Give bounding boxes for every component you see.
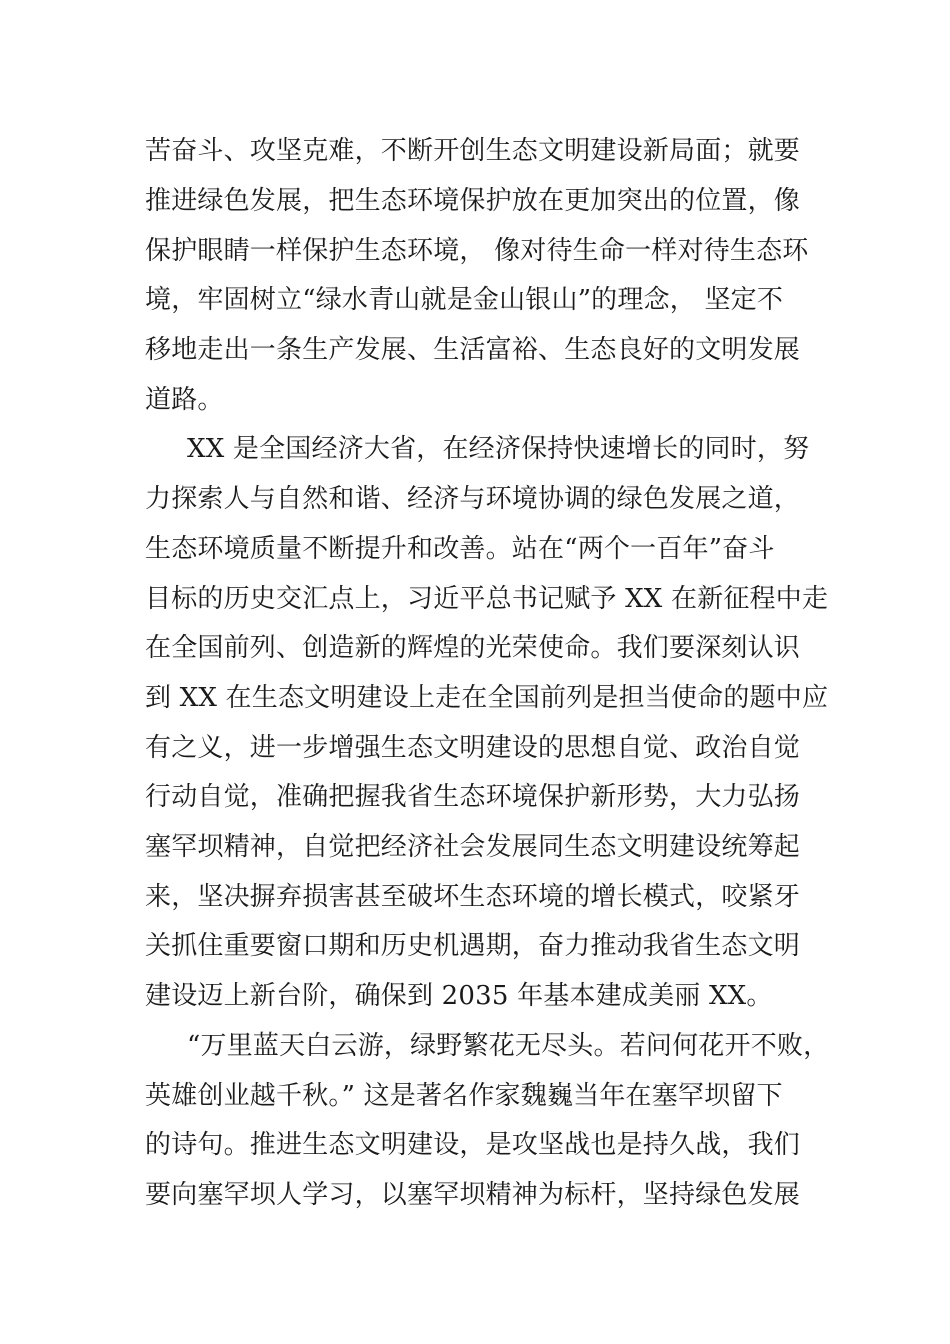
text-line: 保护眼睛一样保护生态环境， 像对待生命一样对待生态环 (145, 236, 809, 266)
text-line: 建设迈上新台阶，确保到 2035 年基本建成美丽 XX。 (145, 981, 773, 1011)
text-line: 塞罕坝精神，自觉把经济社会发展同生态文明建设统筹起 (145, 832, 801, 862)
text-line: XX 是全国经济大省，在经济保持快速增长的同时，努 (187, 434, 810, 464)
text-line: 英雄创业越千秋。” 这是著名作家魏巍当年在塞罕坝留下 (145, 1081, 783, 1111)
text-line: 移地走出一条生产发展、生活富裕、生态良好的文明发展 (145, 335, 801, 365)
text-line: 目标的历史交汇点上，习近平总书记赋予 XX 在新征程中走 (145, 584, 829, 614)
text-line: “万里蓝天白云游，绿野繁花无尽头。若问何花开不败， (187, 1031, 830, 1061)
text-line: 力探索人与自然和谐、经济与环境协调的绿色发展之道， (145, 484, 801, 514)
text-line: 的诗句。推进生态文明建设，是攻坚战也是持久战，我们 (145, 1130, 801, 1160)
text-line: 道路。 (145, 385, 224, 415)
text-line: 行动自觉，准确把握我省生态环境保护新形势，大力弘扬 (145, 782, 801, 812)
text-line: 来，坚决摒弃损害甚至破坏生态环境的增长模式，咬紧牙 (145, 882, 801, 912)
text-line: 生态环境质量不断提升和改善。站在“两个一百年”奋斗 (145, 534, 775, 564)
text-line: 有之义，进一步增强生态文明建设的思想自觉、政治自觉 (145, 733, 801, 763)
text-line: 要向塞罕坝人学习，以塞罕坝精神为标杆，坚持绿色发展 (145, 1180, 801, 1210)
text-line: 苦奋斗、攻坚克难，不断开创生态文明建设新局面；就要 (145, 136, 801, 166)
text-line: 关抓住重要窗口期和历史机遇期，奋力推动我省生态文明 (145, 931, 801, 961)
text-line: 到 XX 在生态文明建设上走在全国前列是担当使命的题中应 (145, 683, 829, 713)
text-line: 推进绿色发展，把生态环境保护放在更加突出的位置，像 (145, 186, 801, 216)
text-line: 在全国前列、创造新的辉煌的光荣使命。我们要深刻认识 (145, 633, 801, 663)
text-line: 境，牢固树立“绿水青山就是金山银山”的理念， 坚定不 (145, 285, 784, 315)
